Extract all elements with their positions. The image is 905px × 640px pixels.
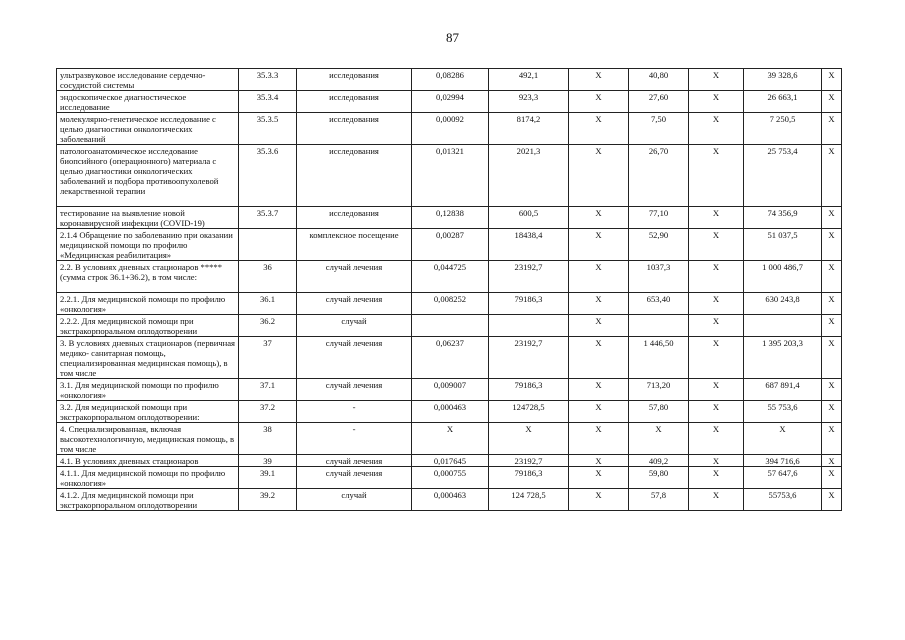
table-row [57,455,842,467]
unit-cell: - [297,423,412,455]
col8-cell: Х [689,229,744,261]
table-row [57,145,842,207]
table-row [57,379,842,401]
row-code-cell: 35.3.3 [239,69,297,91]
col7-cell: 7,50 [629,113,689,145]
unit-cell: исследования [297,145,412,207]
col7-cell: 77,10 [629,207,689,229]
unit-cell: случай лечения [297,261,412,293]
table-row [57,401,842,423]
row-code-cell: 35.3.7 [239,207,297,229]
col7-cell: 27,60 [629,91,689,113]
col6-cell: Х [569,379,629,401]
unit-cell: исследования [297,69,412,91]
col7-cell: 52,90 [629,229,689,261]
col6-cell: Х [569,467,629,489]
unit-cell: исследования [297,91,412,113]
norm-cell: 0,00092 [412,113,489,145]
table-row [57,113,842,145]
service-name-cell: 2.2.1. Для медицинской помощи по профилю «онкология» [57,293,239,315]
cost-cell [489,315,569,337]
cost-cell: 79186,3 [489,467,569,489]
norm-cell: 0,06237 [412,337,489,379]
service-name-cell: 2.2.2. Для медицинской помощи при экстракорпоральном оплодотворении [57,315,239,337]
row-code-cell: 39 [239,455,297,467]
unit-cell: случай [297,489,412,511]
table-row [57,337,842,379]
col6-cell: Х [569,423,629,455]
page-number: 87 [446,30,459,45]
unit-cell: случай лечения [297,467,412,489]
col10-cell: Х [822,113,842,145]
col9-cell: 1 395 203,3 [744,337,822,379]
cost-cell: 23192,7 [489,261,569,293]
col7-cell: 57,80 [629,401,689,423]
col6-cell: Х [569,337,629,379]
col7-cell: 1037,3 [629,261,689,293]
col7-cell: 409,2 [629,455,689,467]
col10-cell: Х [822,261,842,293]
service-name-cell: эндоскопическое диагностическое исследование [57,91,239,113]
col8-cell: Х [689,69,744,91]
cost-cell: 600,5 [489,207,569,229]
col9-cell: 26 663,1 [744,91,822,113]
col8-cell: Х [689,467,744,489]
col10-cell: Х [822,207,842,229]
col10-cell: Х [822,229,842,261]
row-code-cell: 35.3.4 [239,91,297,113]
cost-cell: 124728,5 [489,401,569,423]
col8-cell: Х [689,337,744,379]
service-name-cell: 3.1. Для медицинской помощи по профилю «онкология» [57,379,239,401]
service-name-cell: 3.2. Для медицинской помощи при экстракорпоральном оплодотворении: [57,401,239,423]
col10-cell: Х [822,423,842,455]
col10-cell: Х [822,315,842,337]
unit-cell: случай [297,315,412,337]
row-code-cell: 39.1 [239,467,297,489]
col7-cell: 57,8 [629,489,689,511]
table-row [57,207,842,229]
service-name-cell: 3. В условиях дневных стационаров (первичная медико- санитарная помощь, специализированная медицинская помощь), в том числе [57,337,239,379]
col8-cell: Х [689,401,744,423]
cost-cell: 2021,3 [489,145,569,207]
col7-cell: 653,40 [629,293,689,315]
col6-cell: Х [569,113,629,145]
service-name-cell: 4.1.2. Для медицинской помощи при экстракорпоральном оплодотворении [57,489,239,511]
table-row [57,69,842,91]
table-row [57,293,842,315]
col10-cell: Х [822,401,842,423]
col8-cell: Х [689,293,744,315]
row-code-cell: 37 [239,337,297,379]
col9-cell: 74 356,9 [744,207,822,229]
service-name-cell: 4.1.1. Для медицинской помощи по профилю «онкология» [57,467,239,489]
norm-cell: 0,12838 [412,207,489,229]
col8-cell: Х [689,113,744,145]
row-code-cell: 37.1 [239,379,297,401]
col8-cell: Х [689,207,744,229]
norm-cell [412,315,489,337]
col9-cell: 57 647,6 [744,467,822,489]
norm-cell: 0,01321 [412,145,489,207]
cost-cell: 79186,3 [489,379,569,401]
row-code-cell: 37.2 [239,401,297,423]
col8-cell: Х [689,489,744,511]
unit-cell: случай лечения [297,455,412,467]
norm-cell: 0,017645 [412,455,489,467]
col8-cell: Х [689,423,744,455]
table-row [57,229,842,261]
col7-cell: 26,70 [629,145,689,207]
col9-cell: 7 250,5 [744,113,822,145]
row-code-cell: 35.3.6 [239,145,297,207]
col9-cell: 1 000 486,7 [744,261,822,293]
col10-cell: Х [822,489,842,511]
norms-table [56,68,842,511]
col6-cell: Х [569,293,629,315]
col7-cell: 59,80 [629,467,689,489]
col9-cell: 39 328,6 [744,69,822,91]
norm-cell: 0,008252 [412,293,489,315]
cost-cell: 124 728,5 [489,489,569,511]
col6-cell: Х [569,489,629,511]
cost-cell: 923,3 [489,91,569,113]
row-code-cell: 36 [239,261,297,293]
col7-cell [629,315,689,337]
cost-cell: 23192,7 [489,455,569,467]
table-row [57,489,842,511]
col9-cell: 55753,6 [744,489,822,511]
row-code-cell: 36.1 [239,293,297,315]
unit-cell: случай лечения [297,379,412,401]
cost-cell: 79186,3 [489,293,569,315]
col6-cell: Х [569,207,629,229]
unit-cell: случай лечения [297,337,412,379]
col8-cell: Х [689,261,744,293]
norm-cell: Х [412,423,489,455]
col9-cell: 25 753,4 [744,145,822,207]
table-row [57,315,842,337]
col10-cell: Х [822,69,842,91]
norm-cell: 0,00287 [412,229,489,261]
norm-cell: 0,000463 [412,489,489,511]
row-code-cell [239,229,297,261]
unit-cell: исследования [297,113,412,145]
col7-cell: 713,20 [629,379,689,401]
norm-cell: 0,000755 [412,467,489,489]
norm-cell: 0,044725 [412,261,489,293]
col6-cell: Х [569,401,629,423]
col9-cell [744,315,822,337]
service-name-cell: 2.1.4 Обращение по заболеванию при оказании медицинской помощи по профилю «Медицинская реабилитация» [57,229,239,261]
col10-cell: Х [822,91,842,113]
col9-cell: 394 716,6 [744,455,822,467]
col6-cell: Х [569,229,629,261]
col6-cell: Х [569,455,629,467]
table-row [57,423,842,455]
table-row [57,91,842,113]
col10-cell: Х [822,455,842,467]
col9-cell: Х [744,423,822,455]
cost-cell: 23192,7 [489,337,569,379]
service-name-cell: 4.1. В условиях дневных стационаров [57,455,239,467]
col8-cell: Х [689,315,744,337]
cost-cell: Х [489,423,569,455]
col8-cell: Х [689,91,744,113]
col6-cell: Х [569,91,629,113]
service-name-cell: 4. Специализированная, включая высокотехнологичную, медицинская помощь, в том числе [57,423,239,455]
cost-cell: 18438,4 [489,229,569,261]
table-row [57,467,842,489]
col6-cell: Х [569,145,629,207]
col10-cell: Х [822,145,842,207]
col10-cell: Х [822,379,842,401]
row-code-cell: 39.2 [239,489,297,511]
col10-cell: Х [822,337,842,379]
col10-cell: Х [822,467,842,489]
col7-cell: 40,80 [629,69,689,91]
row-code-cell: 36.2 [239,315,297,337]
unit-cell: исследования [297,207,412,229]
row-code-cell: 35.3.5 [239,113,297,145]
col9-cell: 55 753,6 [744,401,822,423]
norm-cell: 0,08286 [412,69,489,91]
row-code-cell: 38 [239,423,297,455]
service-name-cell: патологоанатомическое исследование биопсийного (операционного) материала с целью диагностики онкологических заболеваний и подбора противоопухолевой лекарственной терапии [57,145,239,207]
col6-cell: Х [569,261,629,293]
col8-cell: Х [689,379,744,401]
service-name-cell: ультразвуковое исследование сердечно-сосудистой системы [57,69,239,91]
col9-cell: 51 037,5 [744,229,822,261]
cost-cell: 492,1 [489,69,569,91]
unit-cell: комплексное посещение [297,229,412,261]
col7-cell: 1 446,50 [629,337,689,379]
service-name-cell: 2.2. В условиях дневных стационаров ***** (сумма строк 36.1+36.2), в том числе: [57,261,239,293]
table-row [57,261,842,293]
cost-cell: 8174,2 [489,113,569,145]
col10-cell: Х [822,293,842,315]
col7-cell: Х [629,423,689,455]
unit-cell: - [297,401,412,423]
norm-cell: 0,000463 [412,401,489,423]
norm-cell: 0,02994 [412,91,489,113]
unit-cell: случай лечения [297,293,412,315]
service-name-cell: молекулярно-генетическое исследование с целью диагностики онкологических заболеваний [57,113,239,145]
col6-cell: Х [569,69,629,91]
col6-cell: Х [569,315,629,337]
col9-cell: 687 891,4 [744,379,822,401]
service-name-cell: тестирование на выявление новой коронавирусной инфекции (COVID-19) [57,207,239,229]
col8-cell: Х [689,145,744,207]
col9-cell: 630 243,8 [744,293,822,315]
norm-cell: 0,009007 [412,379,489,401]
col8-cell: Х [689,455,744,467]
